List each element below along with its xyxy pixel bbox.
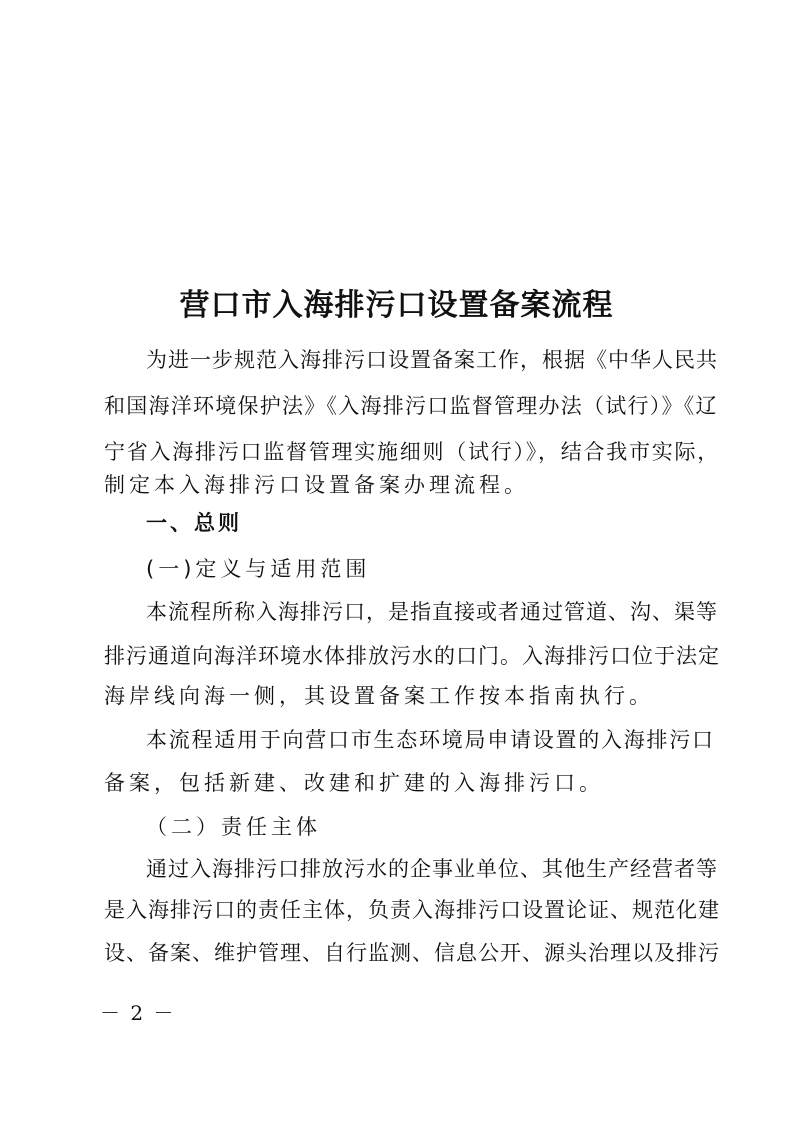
paragraph-line: 和国海洋环境保护法》《入海排污口监督管理办法（试行）》《辽 [104, 394, 718, 418]
subsection-heading: （二）责任主体 [146, 815, 321, 839]
subsection-heading: (一)定义与适用范围 [146, 557, 371, 581]
document-title: 营口市入海排污口设置备案流程 [179, 288, 614, 323]
paragraph-line: 海岸线向海一侧，其设置备案工作按本指南执行。 [104, 684, 654, 708]
paragraph-line: 备案，包括新建、改建和扩建的入海排污口。 [104, 771, 604, 795]
paragraph-line: 制定本入海排污口设置备案办理流程。 [104, 473, 529, 497]
page-number: － 2 － [100, 1001, 176, 1025]
paragraph-line: 排污通道向海洋环境水体排放污水的口门。入海排污口位于法定 [104, 644, 720, 668]
paragraph-line: 为进一步规范入海排污口设置备案工作，根据《中华人民共 [146, 348, 718, 372]
paragraph-line: 设、备案、维护管理、自行监测、信息公开、源头治理以及排污 [104, 941, 720, 965]
paragraph-line: 通过入海排污口排放污水的企事业单位、其他生产经营者等 [146, 857, 718, 881]
section-heading: 一、总则 [146, 511, 242, 535]
paragraph-line: 本流程适用于向营口市生态环境局申请设置的入海排污口 [146, 728, 715, 752]
paragraph-line: 本流程所称入海排污口，是指直接或者通过管道、沟、渠等 [146, 600, 718, 624]
paragraph-line: 宁省入海排污口监督管理实施细则（试行）》，结合我市实际， [104, 440, 720, 464]
paragraph-line: 是入海排污口的责任主体，负责入海排污口设置论证、规范化建 [104, 898, 720, 922]
